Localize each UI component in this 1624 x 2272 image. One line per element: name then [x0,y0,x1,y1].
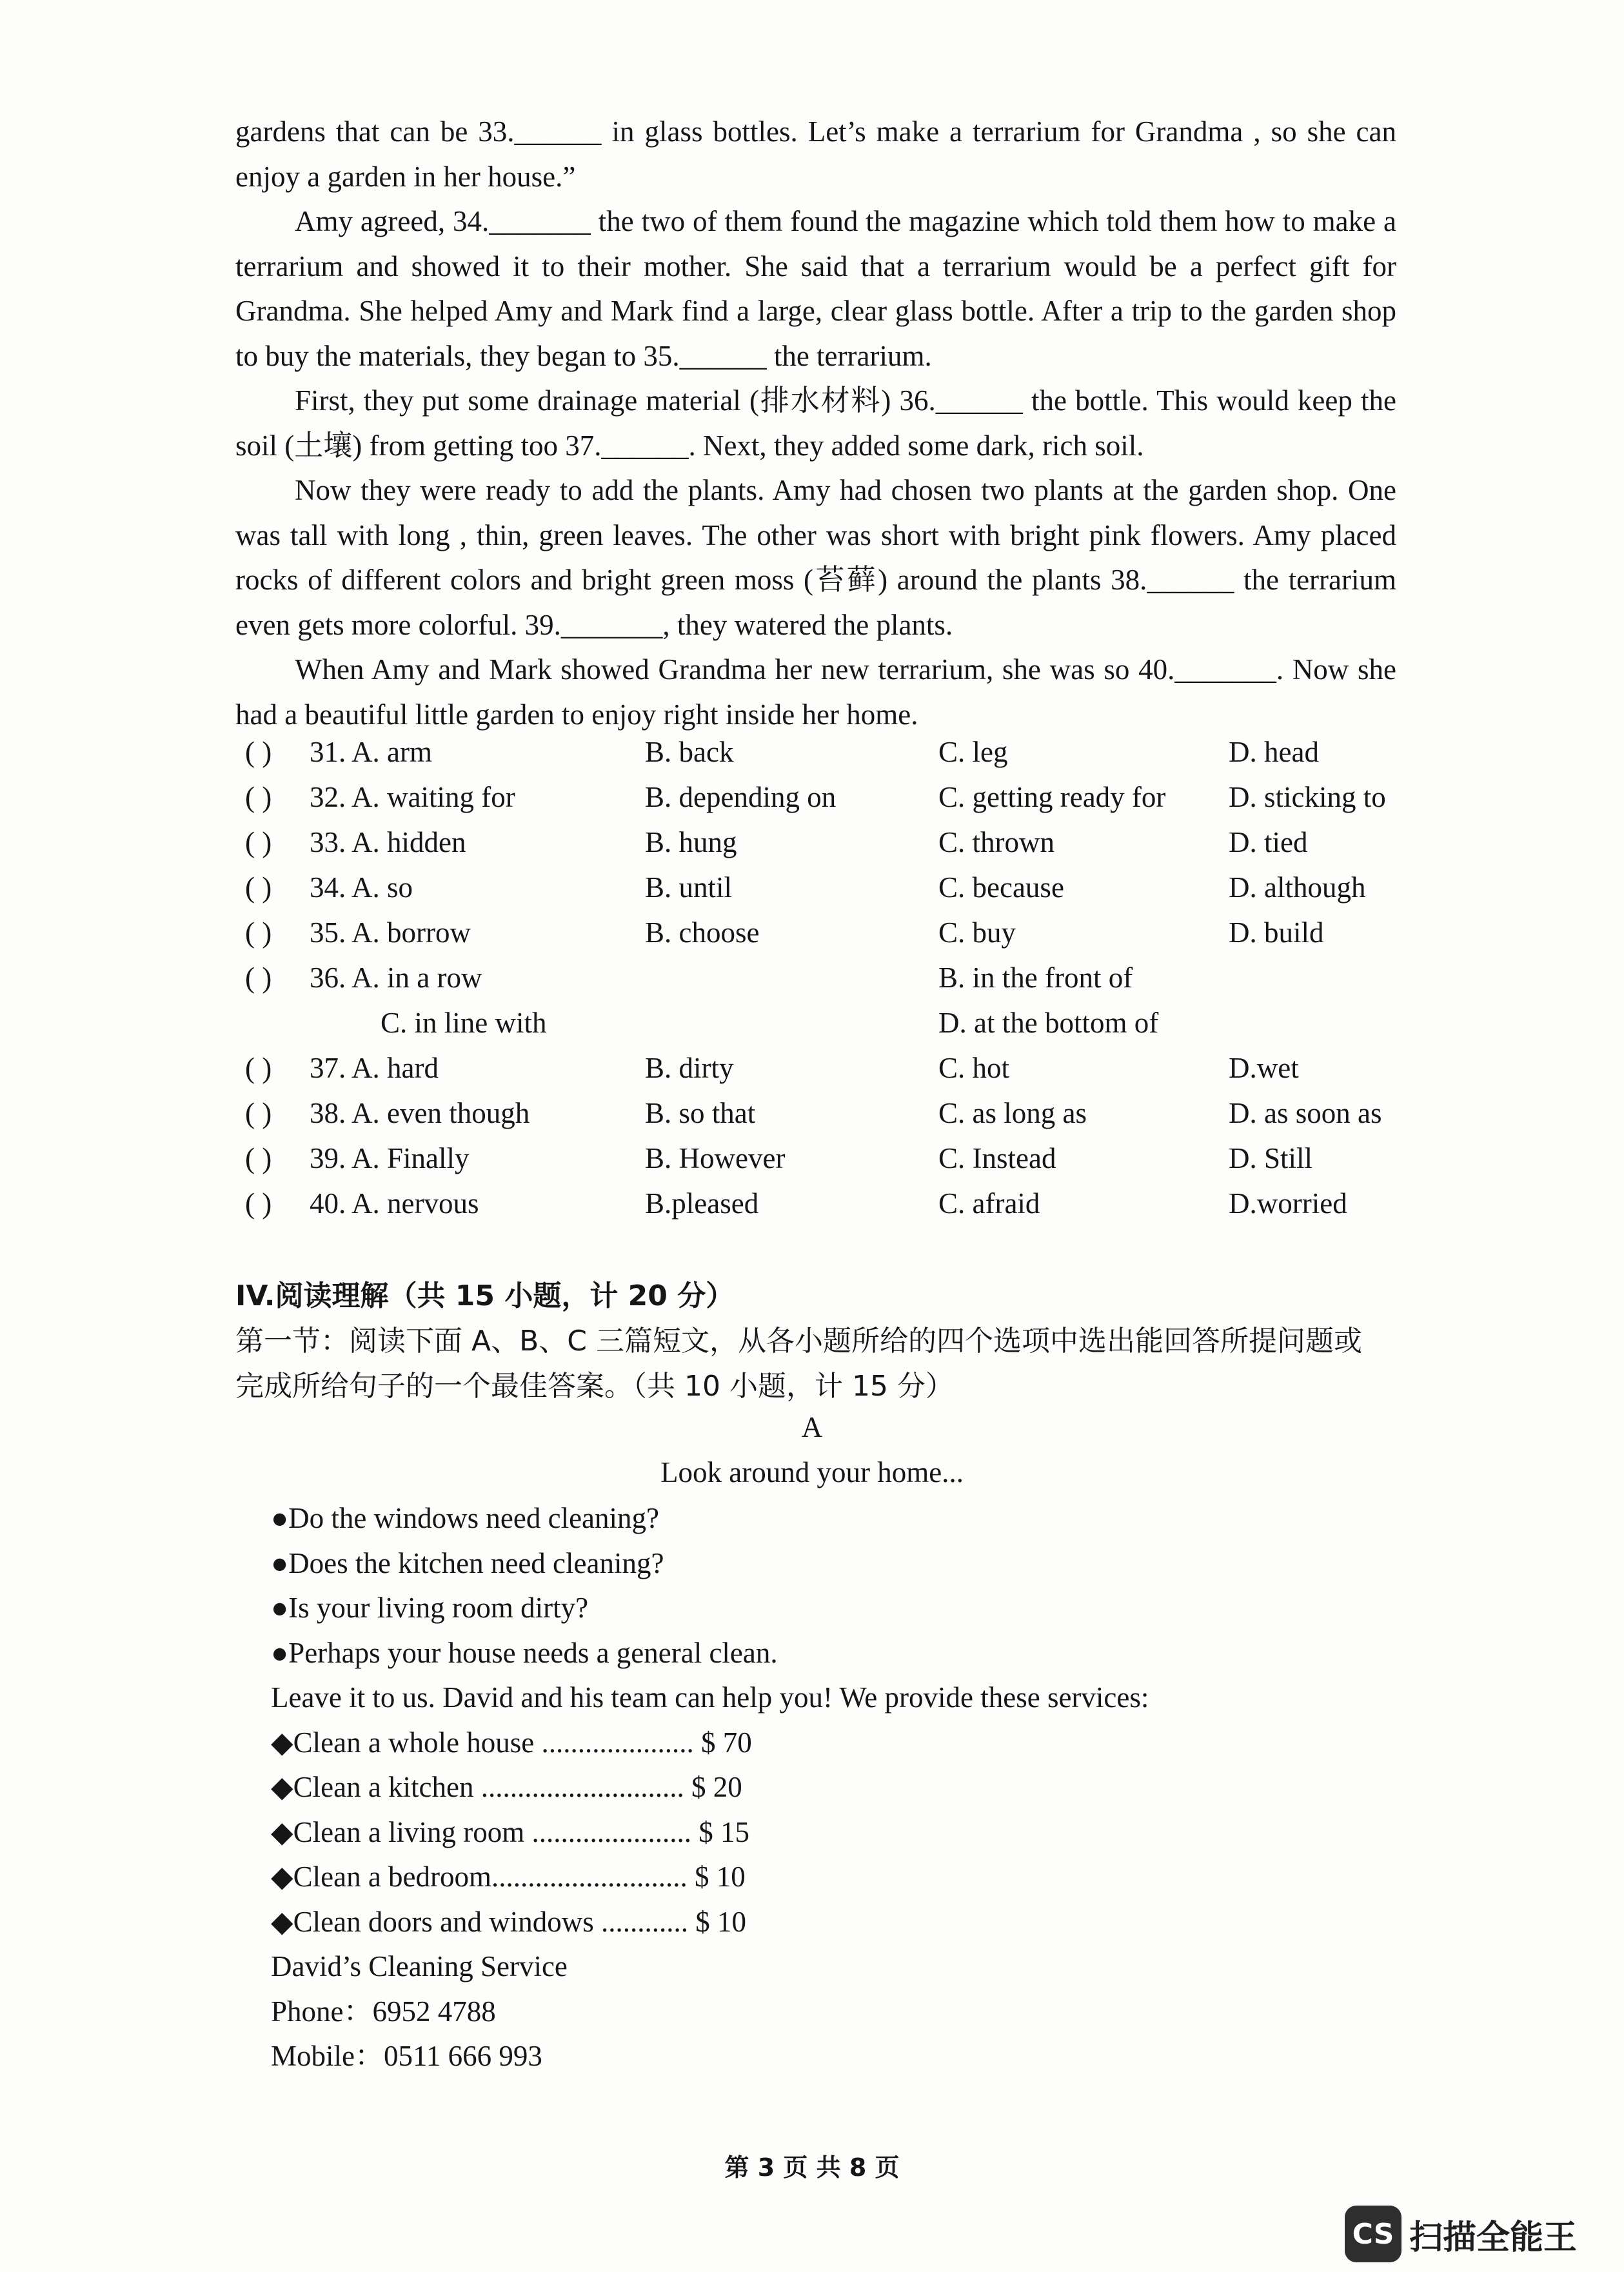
answer-blank: ( ) [245,1187,272,1220]
cloze-options [245,735,1406,1232]
option-d: D.worried [1229,1187,1347,1220]
option-d: D. Still [1229,1142,1313,1174]
option-b: B. so that [645,1097,756,1129]
option-c: C. thrown [938,826,1055,858]
option-row-38 [245,1096,1406,1141]
passage-paragraph: First, they put some drainage material (排水材料) 36.______ the bottle. This would keep the soil (土壤) from getting too 37.______. Next, they added some dark, rich soil. [235,384,1396,462]
option-a: 34. A. so [310,871,413,904]
passage-paragraph: gardens that can be 33.______ in glass bottles. Let’s make a terrarium for Grandma , so she can enjoy a garden in her house.” [235,115,1396,193]
section-instruction: 第一节：阅读下面 A、B、C 三篇短文，从各小题所给的四个选项中选出能回答所提问题或 [235,1325,1362,1358]
option-c: C. afraid [938,1187,1040,1220]
answer-blank: ( ) [245,916,272,949]
option-a: 39. A. Finally [310,1142,470,1174]
option-b: B. until [645,871,733,904]
answer-blank: ( ) [245,1052,272,1084]
option-b: B. choose [645,916,760,949]
option-b: B. hung [645,826,737,858]
service-item: ◆Clean a kitchen ............................ $ 20 [271,1771,742,1803]
option-row-36-cont [245,1006,1406,1051]
option-a: 40. A. nervous [310,1187,479,1220]
option-d: D.wet [1229,1052,1299,1084]
answer-blank: ( ) [245,781,272,813]
option-row-32 [245,780,1406,825]
option-c: C. Instead [938,1142,1056,1174]
option-row-36 [245,961,1406,1006]
service-item: ◆Clean a bedroom........................... $ 10 [271,1861,746,1893]
answer-blank: ( ) [245,736,272,768]
section-title: IV.阅读理解（共 15 小题，计 20 分） [235,1279,735,1312]
option-d: D. build [1229,916,1324,949]
option-d: D. sticking to [1229,781,1386,813]
option-a: 31. A. arm [310,736,432,768]
option-d: D. at the bottom of [938,1007,1159,1039]
option-b: B. dirty [645,1052,734,1084]
option-c: C. buy [938,916,1016,949]
option-d: D. tied [1229,826,1308,858]
answer-blank: ( ) [245,962,272,994]
option-c: C. leg [938,736,1008,768]
option-c: C. as long as [938,1097,1087,1129]
ad-question: ●Does the kitchen need cleaning? [271,1546,664,1579]
option-c: C. getting ready for [938,781,1166,813]
option-d: D. as soon as [1229,1097,1382,1129]
option-row-39 [245,1141,1406,1187]
company-name: David’s Cleaning Service [271,1950,568,1982]
ad-question: ●Perhaps your house needs a general clean. [271,1636,778,1669]
option-b: B.pleased [645,1187,759,1220]
cs-logo-icon: CS [1345,2206,1401,2262]
answer-blank: ( ) [245,826,272,858]
option-a: 37. A. hard [310,1052,439,1084]
answer-blank: ( ) [245,1142,272,1174]
service-item: ◆Clean a living room ...................... $ 15 [271,1815,750,1848]
option-a: 35. A. borrow [310,916,471,949]
watermark-text: 扫描全能王 [1409,2218,1578,2257]
passage-paragraph: Amy agreed, 34._______ the two of them found the magazine which told them how to make a terrarium and showed it to their mother. She said that a terrarium would be a perfect gift for Grandma. She helped Amy and Mark find a large, clear glass bottle. After a trip to the garden shop to buy the materials, they began to 35.______ the terrarium. [235,205,1396,372]
service-item: ◆Clean a whole house ..................... $ 70 [271,1726,752,1759]
option-row-37 [245,1051,1406,1096]
option-c: C. hot [938,1052,1010,1084]
option-b: B. in the front of [938,962,1133,994]
option-c: C. because [938,871,1064,904]
option-d: D. although [1229,871,1366,904]
reading-section-header [235,1274,1409,1409]
cloze-passage [235,110,1396,737]
option-d: D. head [1229,736,1319,768]
ad-question: ●Do the windows need cleaning? [271,1502,660,1534]
option-a: 32. A. waiting for [310,781,515,813]
option-row-31 [245,735,1406,780]
answer-blank: ( ) [245,871,272,904]
passage-paragraph: Now they were ready to add the plants. Amy had chosen two plants at the garden shop. One was tall with long , thin, green leaves. The other was short with bright pink flowers. Amy placed rocks of different colors and bright green moss (苔藓) around the plants 38.______ the terrarium even gets more colorful. 39._______, they watered the plants. [235,474,1396,641]
service-item: ◆Clean doors and windows ............ $ 10 [271,1905,747,1938]
option-row-33 [245,825,1406,871]
option-a: 38. A. even though [310,1097,530,1129]
page-number: 第 3 页 共 8 页 [724,2153,900,2182]
ad-question: ●Is your living room dirty? [271,1592,589,1624]
ad-intro: Leave it to us. David and his team can help you! We provide these services: [271,1681,1149,1714]
mobile-number: Mobile：0511 666 993 [271,2040,542,2072]
section-instruction: 完成所给句子的一个最佳答案。（共 10 小题，计 15 分） [235,1370,954,1403]
passage-label: A [801,1411,823,1443]
answer-blank: ( ) [245,1097,272,1129]
option-b: B. However [645,1142,786,1174]
option-row-34 [245,871,1406,916]
option-a: 36. A. in a row [310,962,482,994]
scanner-watermark [1345,2204,1577,2264]
option-c: C. in line with [381,1007,547,1039]
option-a: 33. A. hidden [310,826,466,858]
cleaning-ad [271,1496,1303,2079]
option-row-35 [245,916,1406,961]
option-b: B. depending on [645,781,837,813]
option-row-40 [245,1187,1406,1232]
option-b: B. back [645,736,734,768]
ad-title: Look around your home... [660,1456,964,1488]
passage-paragraph: When Amy and Mark showed Grandma her new terrarium, she was so 40._______. Now she had a beautiful little garden to enjoy right inside her home. [235,653,1396,731]
phone-number: Phone：6952 4788 [271,1995,496,2028]
